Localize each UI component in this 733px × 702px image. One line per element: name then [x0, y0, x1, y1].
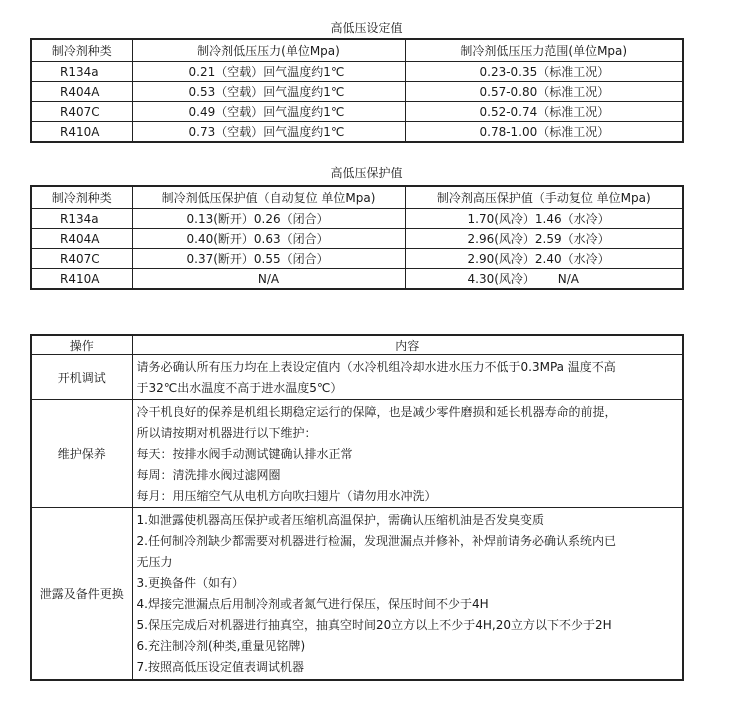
high-protection-cell: 1.70(风冷）1.46（水冷） [405, 209, 683, 229]
header-high-protection: 制冷剂高压保护值（手动复位 单位Mpa) [405, 186, 683, 209]
content-line: 每天：按排水阀手动测试键确认排水正常 [136, 447, 353, 461]
low-protection-cell: 0.40(断开）0.63（闭合） [132, 229, 405, 249]
content-line: 1.如泄露使机器高压保护或者压缩机高温保护，需确认压缩机油是否发臭变质 [136, 513, 544, 527]
range-cell: 0.78-1.00（标准工况） [405, 122, 683, 143]
table-row [31, 249, 683, 269]
table-header-row [31, 39, 683, 62]
header-refrigerant-type: 制冷剂种类 [31, 39, 132, 62]
protection-table [30, 185, 684, 290]
refrigerant-cell: R134a [31, 209, 132, 229]
content-line: 每月：用压缩空气从电机方向吹扫翅片（请勿用水冲洗） [136, 489, 437, 503]
low-protection-cell: 0.13(断开）0.26（闭合） [132, 209, 405, 229]
high-protection-cell: 4.30(风冷） N/A [405, 269, 683, 290]
content-line: 无压力 [136, 555, 173, 569]
header-low-pressure: 制冷剂低压压力(单位Mpa) [132, 39, 405, 62]
operations-table [30, 334, 684, 681]
leak-repair-label: 泄露及备件更换 [31, 508, 132, 680]
table-row [31, 229, 683, 249]
table-row [31, 122, 683, 143]
refrigerant-cell: R404A [31, 229, 132, 249]
header-operation: 操作 [31, 335, 132, 355]
table-row [31, 82, 683, 102]
setting-table-title: 高低压设定值 [330, 21, 403, 35]
content-line: 2.任何制冷剂缺少都需要对机器进行检漏，发现泄漏点并修补，补焊前请务必确认系统内已 [136, 534, 616, 548]
leak-repair-content [132, 508, 683, 680]
setting-table [30, 38, 684, 143]
content-line: 5.保压完成后对机器进行抽真空，抽真空时间20立方以上不少于4H,20立方以下不少于2H [136, 618, 612, 632]
refrigerant-cell: R407C [31, 102, 132, 122]
content-line: 每周：清洗排水阀过滤网圈 [136, 468, 281, 482]
refrigerant-cell: R404A [31, 82, 132, 102]
header-refrigerant-type: 制冷剂种类 [31, 186, 132, 209]
content-line: 冷干机良好的保养是机组长期稳定运行的保障，也是减少零件磨损和延长机器寿命的前提， [136, 405, 617, 419]
content-line: 所以请按期对机器进行以下维护： [136, 426, 317, 440]
content-line: 于32℃出水温度不高于进水温度5℃） [136, 381, 343, 395]
content-line: 请务必确认所有压力均在上表设定值内（水冷机组冷却水进水压力不低于0.3MPa 温度不高 [136, 360, 616, 374]
header-low-pressure-range: 制冷剂低压压力范围(单位Mpa) [405, 39, 683, 62]
content-line: 6.充注制冷剂(种类,重量见铭牌) [136, 639, 306, 653]
content-line: 7.按照高低压设定值表调试机器 [136, 660, 304, 674]
low-pressure-cell: 0.73（空载）回气温度约1℃ [132, 122, 405, 143]
range-cell: 0.23-0.35（标准工况） [405, 62, 683, 82]
leak-repair-row [31, 508, 683, 680]
low-protection-cell: 0.37(断开）0.55（闭合） [132, 249, 405, 269]
low-pressure-cell: 0.53（空载）回气温度约1℃ [132, 82, 405, 102]
startup-label: 开机调试 [31, 355, 132, 400]
content-line: 4.焊接完泄漏点后用制冷剂或者氮气进行保压，保压时间不少于4H [136, 597, 489, 611]
high-protection-cell: 2.90(风冷）2.40（水冷） [405, 249, 683, 269]
range-cell: 0.57-0.80（标准工况） [405, 82, 683, 102]
table-row [31, 269, 683, 290]
refrigerant-cell: R407C [31, 249, 132, 269]
low-pressure-cell: 0.49（空载）回气温度约1℃ [132, 102, 405, 122]
startup-content [132, 355, 683, 400]
refrigerant-cell: R134a [31, 62, 132, 82]
protection-table-title: 高低压保护值 [330, 166, 403, 180]
table-row [31, 102, 683, 122]
content-line: 3.更换备件（如有） [136, 576, 244, 590]
header-content: 内容 [132, 335, 683, 355]
refrigerant-cell: R410A [31, 269, 132, 290]
table-row [31, 209, 683, 229]
maintenance-row [31, 400, 683, 508]
refrigerant-cell: R410A [31, 122, 132, 143]
startup-row [31, 355, 683, 400]
low-pressure-cell: 0.21（空载）回气温度约1℃ [132, 62, 405, 82]
header-low-protection: 制冷剂低压保护值（自动复位 单位Mpa) [132, 186, 405, 209]
table-header-row [31, 186, 683, 209]
range-cell: 0.52-0.74（标准工况） [405, 102, 683, 122]
maintenance-content [132, 400, 683, 508]
table-row [31, 62, 683, 82]
maintenance-label: 维护保养 [31, 400, 132, 508]
table-header-row [31, 335, 683, 355]
high-protection-cell: 2.96(风冷）2.59（水冷） [405, 229, 683, 249]
low-protection-cell: N/A [132, 269, 405, 290]
